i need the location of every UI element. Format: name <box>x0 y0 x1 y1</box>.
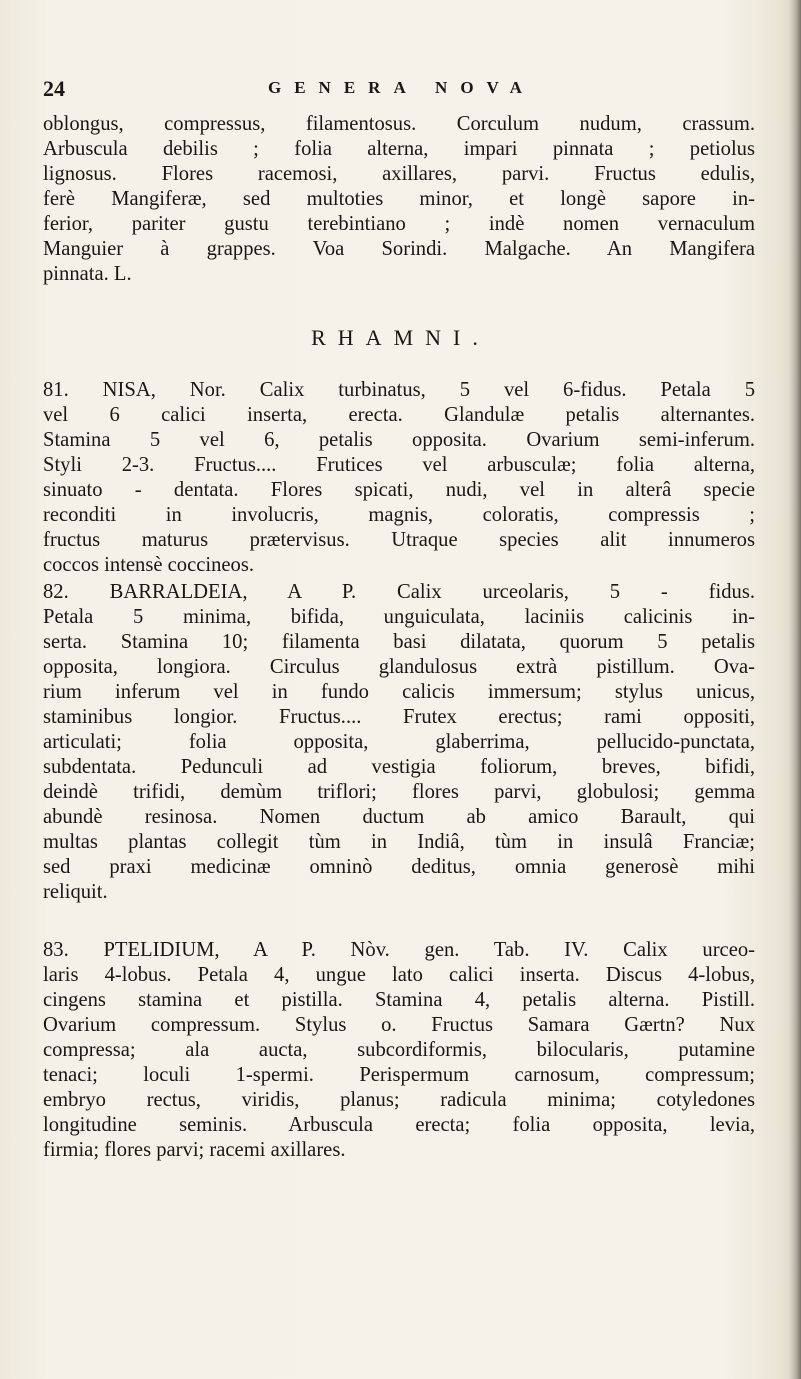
text-line: tenaci; loculi 1-spermi. Perispermum carnosum, compressum; <box>43 1064 755 1086</box>
text-line: sinuato - dentata. Flores spicati, nudi, vel in alterâ specie <box>43 479 755 501</box>
text-line: articulati; folia opposita, glaberrima, pellucido-punctata, <box>43 731 755 753</box>
text-line: pinnata. L. <box>43 263 132 285</box>
text-line: 81. NISA, Nor. Calix turbinatus, 5 vel 6-fidus. Petala 5 <box>43 379 755 401</box>
text-line: ferè Mangiferæ, sed multoties minor, et longè sapore in- <box>43 188 755 210</box>
text-line: deindè trifidi, demùm triflori; flores parvi, globulosi; gemma <box>43 781 755 803</box>
text-line: ferior, pariter gustu terebintiano ; indè nomen vernaculum <box>43 213 755 235</box>
text-line: rium inferum vel in fundo calicis immersum; stylus unicus, <box>43 681 755 703</box>
text-line: Stamina 5 vel 6, petalis opposita. Ovarium semi-inferum. <box>43 429 755 451</box>
text-line: coccos intensè coccineos. <box>43 554 254 576</box>
text-line: serta. Stamina 10; filamenta basi dilatata, quorum 5 petalis <box>43 631 755 653</box>
running-head <box>43 74 563 106</box>
genus-entry-barraldeia <box>43 580 755 905</box>
text-line: Arbuscula debilis ; folia alterna, impari pinnata ; petiolus <box>43 138 755 160</box>
text-line: oblongus, compressus, filamentosus. Corculum nudum, crassum. <box>43 113 755 135</box>
text-line: firmia; flores parvi; racemi axillares. <box>43 1139 346 1161</box>
text-line: subdentata. Pedunculi ad vestigia foliorum, breves, bifidi, <box>43 756 755 778</box>
text-line: reliquit. <box>43 881 108 903</box>
text-line: laris 4-lobus. Petala 4, ungue lato calici inserta. Discus 4-lobus, <box>43 964 755 986</box>
text-line: cingens stamina et pistilla. Stamina 4, petalis alterna. Pistill. <box>43 989 755 1011</box>
text-line: staminibus longior. Fructus.... Frutex erectus; rami oppositi, <box>43 706 755 728</box>
text-line: reconditi in involucris, magnis, coloratis, compressis ; <box>43 504 755 526</box>
genus-entry-nisa <box>43 378 755 578</box>
page-edge-shadow <box>789 0 801 1379</box>
text-line: fructus maturus prætervisus. Utraque species alit innumeros <box>43 529 755 551</box>
text-line: vel 6 calici inserta, erecta. Glandulæ petalis alternantes. <box>43 404 755 426</box>
text-line: compressa; ala aucta, subcordiformis, bilocularis, putamine <box>43 1039 755 1061</box>
text-line: 83. PTELIDIUM, A P. Nòv. gen. Tab. IV. Calix urceo- <box>43 939 755 961</box>
genus-entry-ptelidium <box>43 938 755 1163</box>
text-line: multas plantas collegit tùm in Indiâ, tùm in insulâ Franciæ; <box>43 831 755 853</box>
text-line: lignosus. Flores racemosi, axillares, parvi. Fructus edulis, <box>43 163 755 185</box>
text-line: Petala 5 minima, bifida, unguiculata, laciniis calicinis in- <box>43 606 755 628</box>
text-line: abundè resinosa. Nomen ductum ab amico Barault, qui <box>43 806 755 828</box>
text-line: Manguier à grappes. Voa Sorindi. Malgache. An Mangifera <box>43 238 755 260</box>
running-title: GENERA NOVA <box>268 78 535 97</box>
text-line: Styli 2-3. Fructus.... Frutices vel arbusculæ; folia alterna, <box>43 454 755 476</box>
text-line: sed praxi medicinæ omninò deditus, omnia generosè mihi <box>43 856 755 878</box>
text-line: longitudine seminis. Arbuscula erecta; folia opposita, levia, <box>43 1114 755 1136</box>
text-line: Ovarium compressum. Stylus o. Fructus Samara Gærtn? Nux <box>43 1014 755 1036</box>
text-line: 82. BARRALDEIA, A P. Calix urceolaris, 5 - fidus. <box>43 581 755 603</box>
intro-paragraph <box>43 112 755 287</box>
page-number: 24 <box>43 76 65 101</box>
text-line: opposita, longiora. Circulus glandulosus extrà pistillum. Ova- <box>43 656 755 678</box>
section-heading: RHAMNI. <box>311 325 490 350</box>
text-line: embryo rectus, viridis, planus; radicula minima; cotyledones <box>43 1089 755 1111</box>
